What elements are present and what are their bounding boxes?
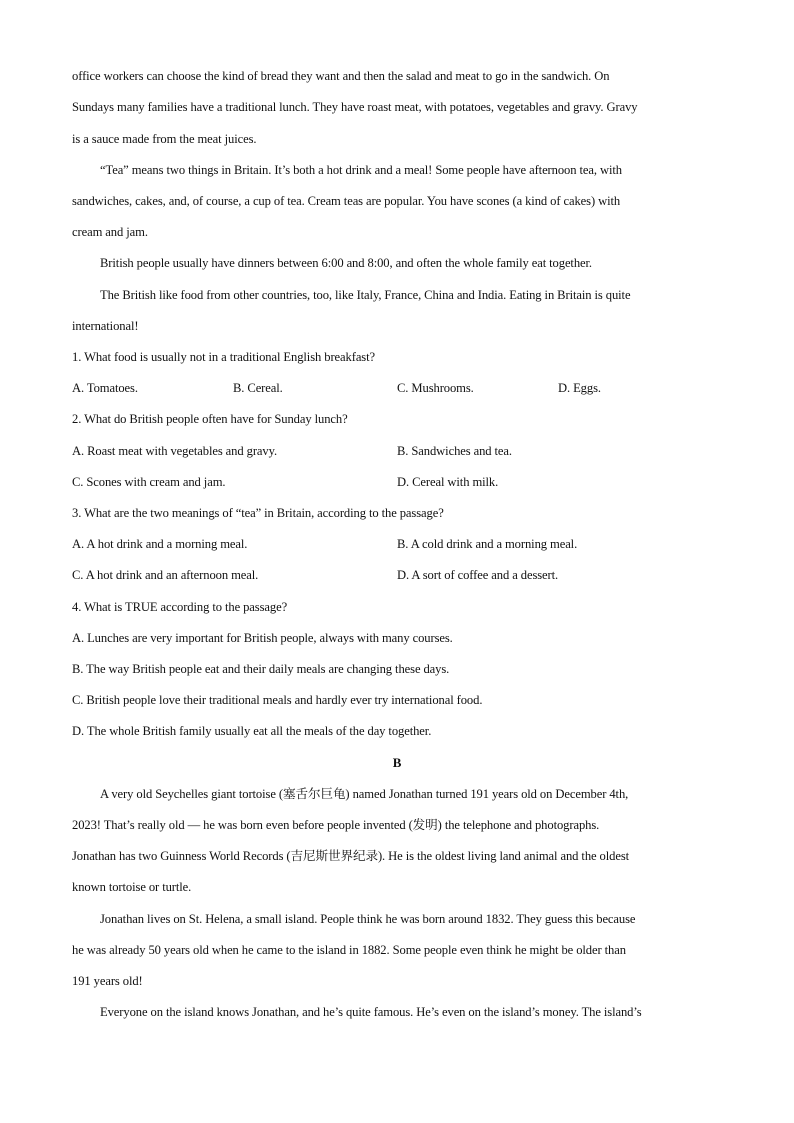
question-4-option-b: B. The way British people eat and their daily meals are changing these days. — [72, 662, 450, 676]
question-1-option-a: A. Tomatoes. — [72, 381, 138, 395]
question-2-option-b: B. Sandwiches and tea. — [397, 444, 512, 458]
passage-a-p1-line-2: Sundays many families have a traditional lunch. They have roast meat, with potatoes, vegetables and gravy. Gravy — [72, 100, 638, 114]
section-b-heading: B — [392, 755, 402, 770]
question-3-stem: 3. What are the two meanings of “tea” in Britain, according to the passage? — [72, 506, 444, 520]
passage-b-p3-line-1: Everyone on the island knows Jonathan, and he’s quite famous. He’s even on the island’s money. The island’s — [100, 1005, 642, 1019]
passage-a-p2-line-3: cream and jam. — [72, 225, 148, 239]
question-3-option-b: B. A cold drink and a morning meal. — [397, 537, 578, 551]
passage-b-p1-line-2: 2023! That’s really old — he was born even before people invented (发明) the telephone and photographs. — [72, 818, 600, 832]
question-3-option-c: C. A hot drink and an afternoon meal. — [72, 568, 259, 582]
question-1-stem: 1. What food is usually not in a traditional English breakfast? — [72, 350, 375, 364]
passage-b-p2-line-2: he was already 50 years old when he came to the island in 1882. Some people even think he might be older than — [72, 943, 626, 957]
question-4-stem: 4. What is TRUE according to the passage? — [72, 600, 288, 614]
passage-a-p4-line-2: international! — [72, 319, 139, 333]
question-1-option-c: C. Mushrooms. — [397, 381, 474, 395]
question-2-option-d: D. Cereal with milk. — [397, 475, 499, 489]
passage-a-p1-line-3: is a sauce made from the meat juices. — [72, 132, 257, 146]
question-2-option-a: A. Roast meat with vegetables and gravy. — [72, 444, 278, 458]
passage-b-p2-line-1: Jonathan lives on St. Helena, a small island. People think he was born around 1832. They guess this because — [100, 912, 636, 926]
passage-b-p1-line-3: Jonathan has two Guinness World Records (吉尼斯世界纪录). He is the oldest living land animal and the oldest — [72, 849, 630, 863]
question-2-option-c: C. Scones with cream and jam. — [72, 475, 226, 489]
question-1-option-d: D. Eggs. — [558, 381, 601, 395]
question-1-option-b: B. Cereal. — [233, 381, 283, 395]
passage-a-p2-line-1: “Tea” means two things in Britain. It’s both a hot drink and a meal! Some people have afternoon tea, with — [100, 163, 622, 177]
question-4-option-a: A. Lunches are very important for British people, always with many courses. — [72, 631, 453, 645]
passage-a-p2-line-2: sandwiches, cakes, and, of course, a cup of tea. Cream teas are popular. You have scones (a kind of cakes) with — [72, 194, 621, 208]
passage-a-p1-line-1: office workers can choose the kind of bread they want and then the salad and meat to go in the sandwich. On — [72, 69, 610, 83]
question-3-option-a: A. A hot drink and a morning meal. — [72, 537, 248, 551]
question-2-stem: 2. What do British people often have for Sunday lunch? — [72, 412, 348, 426]
passage-a-p4-line-1: The British like food from other countries, too, like Italy, France, China and India. Eating in Britain is quite — [100, 288, 631, 302]
passage-a-p3-line-1: British people usually have dinners between 6:00 and 8:00, and often the whole family eat together. — [100, 256, 592, 270]
passage-b-p2-line-3: 191 years old! — [72, 974, 143, 988]
passage-b-p1-line-4: known tortoise or turtle. — [72, 880, 192, 894]
question-4-option-c: C. British people love their traditional meals and hardly ever try international food. — [72, 693, 483, 707]
question-3-option-d: D. A sort of coffee and a dessert. — [397, 568, 559, 582]
passage-b-p1-line-1: A very old Seychelles giant tortoise (塞舌尔巨龟) named Jonathan turned 191 years old on December 4th, — [100, 787, 629, 801]
question-4-option-d: D. The whole British family usually eat all the meals of the day together. — [72, 724, 432, 738]
